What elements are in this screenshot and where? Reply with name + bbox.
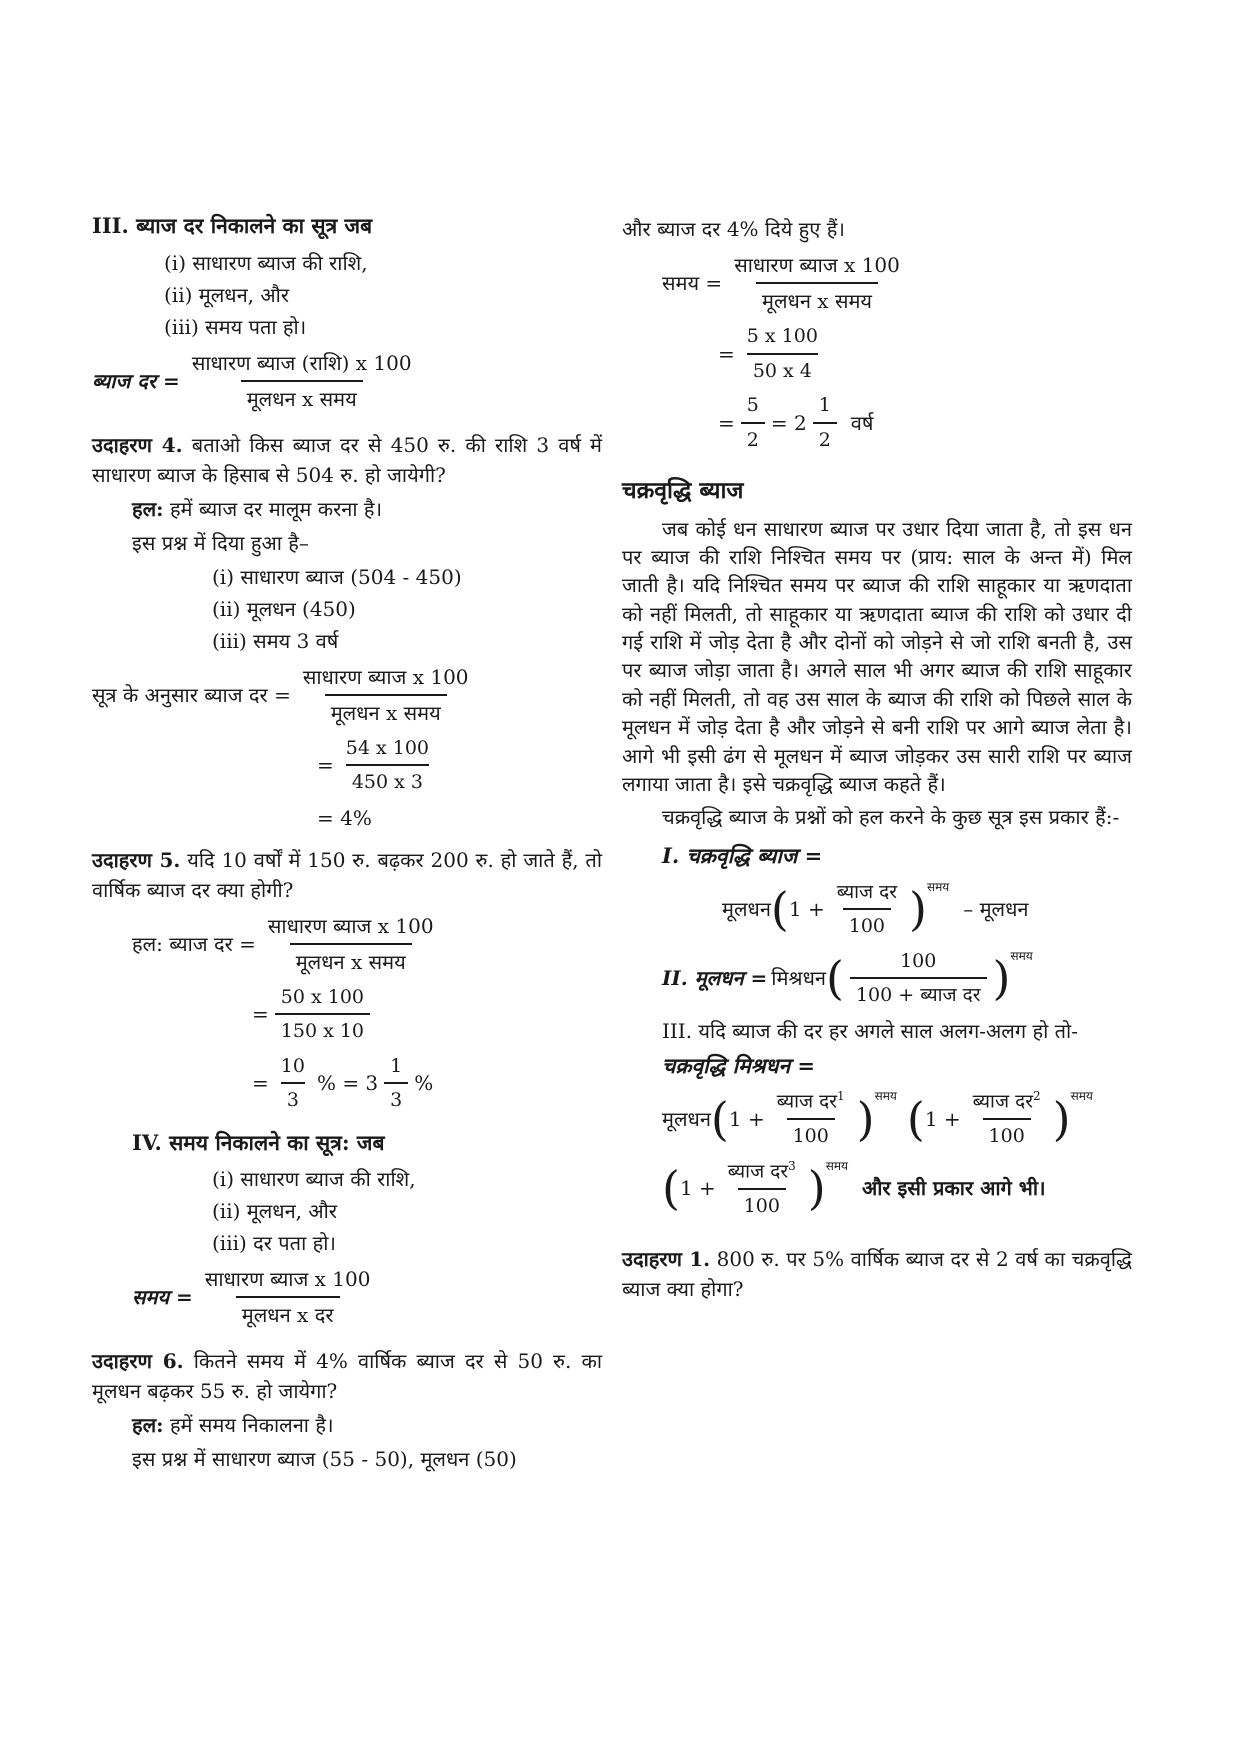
solution-text: हमें समय निकालना है। [169, 1413, 334, 1437]
formula-lead: मूलधन [722, 897, 771, 922]
left-column [92, 210, 602, 1478]
list-item: (ii) मूलधन, और [164, 282, 290, 307]
numerator: ब्याज दर$^2$ [972, 1089, 1041, 1113]
solution-text: हमें ब्याज दर मालूम करना है। [169, 496, 383, 521]
example-4-equation [92, 662, 602, 728]
compound-interest-paragraph: जब कोई धन साधारण ब्याज पर उधार दिया जाता है, तो इस धन पर ब्याज की राशि निश्चित समय पर (प्राय: साल के अन्त में) मिल जाती है। यदि निश्चित समय पर ब्याज की राशि साहूकार या ऋणदाता को नहीं मिलती, तो साहूकार या ऋणदाता ब्याज की राशि को उधार दी गई राशि में जोड़ देता है और दोनों को जोड़ने से जो राशि बनती है, उस पर ब्याज जोड़ा जाता है। अगले साल भी अगर ब्याज की राशि साहूकार को नहीं मिलती, तो वह उस साल के ब्याज की राशि को पिछले साल के मूलधन में जोड़ देता है और जोड़ने से बनी राशि पर आगे ब्याज लेता है। आगे भी इसी ढंग से मूलधन में ब्याज जोड़कर उस सारी राशि पर ब्याज लगाया जाता है। इसे चक्रवृद्धि ब्याज कहते हैं। [622, 516, 1132, 797]
formula-text: 1 + [788, 897, 825, 922]
formula-text: 1 + [924, 1107, 961, 1132]
formula-tail: और इसी प्रकार आगे भी। [861, 1176, 1046, 1201]
example-6 [92, 1346, 602, 1406]
exponent: समय [1070, 1089, 1093, 1104]
denominator: 100 [983, 1118, 1031, 1151]
formula-lead: मूलधन [662, 1107, 711, 1132]
fraction [186, 348, 418, 414]
denominator: मूलधन x दर [236, 1296, 340, 1330]
numerator: साधारण ब्याज x 100 [204, 1267, 371, 1291]
rate-formula [92, 348, 602, 414]
numerator: 1 [818, 394, 831, 416]
right-column [622, 210, 1132, 1308]
formula-3-label: चक्रवृद्धि मिश्रधन = [662, 1052, 816, 1078]
fraction [728, 250, 906, 316]
example-text: यदि 10 वर्षों में 150 रु. बढ़कर 200 रु. हो जाते हैं, तो वार्षिक ब्याज दर क्या होगी? [92, 847, 602, 902]
exponent: समय [1010, 948, 1033, 963]
denominator: 3 [281, 1082, 305, 1115]
compound-interest-heading: चक्रवृद्धि ब्याज [622, 477, 744, 504]
equation-step: = $\frac{10}{3}$ % = 3 $\frac{1}{3}$ % [92, 1052, 602, 1115]
solution-line [92, 494, 602, 524]
numerator: 50 x 100 [280, 985, 365, 1008]
denominator: 2 [813, 422, 837, 455]
equation-step: = $\frac{54 x 100}{450 x 3}$ [92, 734, 602, 797]
denominator: मूलधन x समय [756, 282, 878, 316]
solution-label: हल: [132, 496, 164, 521]
denominator: मूलधन x समय [290, 943, 412, 977]
exponent: समय [926, 879, 950, 894]
formula-3-intro: III. यदि ब्याज की दर हर अगले साल अलग-अलग हो तो- [662, 1018, 1078, 1043]
equation-step: = $\frac{5 x 100}{50 x 4}$ [622, 322, 1132, 385]
solution-line: इस प्रश्न में साधारण ब्याज (55 - 50), मूलधन (50) [132, 1447, 517, 1471]
numerator: 5 [746, 394, 759, 416]
numerator: 10 [280, 1054, 305, 1077]
fraction [262, 911, 440, 977]
list-item: (ii) मूलधन, और [212, 1199, 338, 1223]
numerator: 54 x 100 [345, 736, 430, 759]
denominator: 100 [843, 908, 891, 941]
denominator: मूलधन x समय [241, 380, 363, 414]
time-equation [622, 250, 1132, 316]
example-1 [622, 1244, 1132, 1304]
equation-step: = $\frac{5}{2}$ = 2 $\frac{1}{2}$ वर्ष [622, 391, 1132, 454]
numerator: 100 [900, 949, 937, 972]
equation-label: हल: ब्याज दर = [132, 931, 256, 956]
fraction [340, 734, 435, 797]
example-label: उदाहरण 6. [92, 1349, 184, 1373]
solution-line [92, 1410, 602, 1440]
numerator: साधारण ब्याज (राशि) x 100 [191, 350, 412, 375]
formula-label: समय = [132, 1285, 193, 1309]
section-heading: III. ब्याज दर निकालने का सूत्र जब [92, 213, 373, 238]
numerator: 5 x 100 [746, 325, 818, 347]
numerator: साधारण ब्याज x 100 [302, 664, 469, 689]
fraction [199, 1264, 377, 1330]
list-item: (ii) मूलधन (450) [212, 596, 356, 621]
formula-text: 1 + [679, 1176, 716, 1201]
equation-text: % = 3 [316, 1071, 379, 1095]
equation-text: वर्ष [850, 410, 874, 435]
equation-text: = 2 [770, 410, 807, 435]
formula-3-row1: मूलधन ( 1 + $\frac{ब्याज दर^1}{100}$ ) समय ( 1 + $\frac{ब्याज दर^2}{100}$ ) समय [622, 1087, 1132, 1150]
example-5-equation [92, 911, 602, 977]
numerator: ब्याज दर$^1$ [776, 1089, 845, 1113]
time-formula [92, 1264, 602, 1330]
example-4 [92, 430, 602, 490]
formula-1-label: I. चक्रवृद्धि ब्याज = [662, 843, 823, 869]
given-line: इस प्रश्न में दिया हुआ है– [132, 530, 309, 555]
example-label: उदाहरण 4. [92, 432, 183, 457]
denominator: मूलधन x समय [325, 694, 447, 728]
list-item: (i) साधारण ब्याज की राशि, [164, 250, 368, 275]
equation-step: = $\frac{50 x 100}{150 x 10}$ [92, 983, 602, 1046]
fraction [275, 1052, 311, 1115]
formula-1: मूलधन ( 1 + $\frac{\text{ब्याज दर}}{100}$ ) समय – मूलधन [622, 878, 1132, 941]
list-item: (iii) समय 3 वर्ष [212, 628, 339, 653]
equation-label: समय = [662, 271, 723, 295]
list-item: (iii) समय पता हो। [164, 314, 307, 339]
example-label: उदाहरण 1. [622, 1247, 711, 1272]
equation-text: % [414, 1071, 434, 1095]
fraction [967, 1087, 1047, 1150]
fraction [722, 1157, 802, 1220]
numerator: 1 [390, 1054, 403, 1077]
fraction [813, 391, 837, 454]
denominator: 2 [741, 422, 765, 455]
formula-2: II. मूलधन = मिश्रधन ( $\frac{100}{\text{100 + ब्याज दर}}$ ) समय [622, 947, 1132, 1010]
fraction [741, 322, 824, 385]
denominator: 100 + ब्याज दर [850, 977, 987, 1010]
numerator: साधारण ब्याज x 100 [267, 913, 434, 938]
fraction [831, 878, 903, 941]
example-5 [92, 845, 602, 905]
equation-result: = 4% [317, 805, 372, 830]
fraction [850, 947, 987, 1010]
fraction [741, 391, 765, 454]
denominator: 150 x 10 [275, 1013, 370, 1046]
equation-label: सूत्र के अनुसार ब्याज दर = [92, 682, 291, 707]
formula-tail: – मूलधन [963, 897, 1029, 922]
formula-intro: चक्रवृद्धि ब्याज के प्रश्नों को हल करने के कुछ सूत्र इस प्रकार हैं:- [662, 805, 1120, 830]
solution-label: हल: [132, 1413, 164, 1437]
continuation-line: और ब्याज दर 4% दिये हुए हैं। [622, 217, 845, 241]
formula-text: 1 + [728, 1107, 765, 1132]
denominator: 450 x 3 [346, 764, 429, 797]
denominator: 100 [787, 1118, 835, 1151]
example-text: 800 रु. पर 5% वार्षिक ब्याज दर से 2 वर्ष का चक्रवृद्धि ब्याज क्या होगा? [622, 1247, 1132, 1302]
formula-3-row2: ( 1 + $\frac{ब्याज दर^3}{100}$ ) समय और इसी प्रकार आगे भी। [622, 1157, 1132, 1220]
formula-label: ब्याज दर = [92, 368, 180, 393]
list-item: (iii) दर पता हो। [212, 1231, 336, 1255]
list-item: (i) साधारण ब्याज (504 - 450) [212, 564, 462, 589]
list-item: (i) साधारण ब्याज की राशि, [212, 1167, 416, 1191]
fraction [275, 983, 370, 1046]
numerator: ब्याज दर$^3$ [727, 1158, 796, 1183]
example-text: बताओ किस ब्याज दर से 450 रु. की राशि 3 वर्ष में साधारण ब्याज के हिसाब से 504 रु. हो जायेगी? [92, 432, 602, 487]
denominator: 3 [384, 1082, 408, 1115]
exponent: समय [825, 1158, 848, 1173]
fraction [297, 662, 475, 728]
example-label: उदाहरण 5. [92, 847, 181, 872]
denominator: 100 [738, 1188, 786, 1221]
formula-label: II. मूलधन = [662, 966, 768, 991]
formula-lead: मिश्रधन [771, 966, 826, 991]
exponent: समय [874, 1089, 897, 1104]
numerator: ब्याज दर [836, 880, 898, 903]
numerator: साधारण ब्याज x 100 [734, 253, 900, 277]
denominator: 50 x 4 [747, 353, 818, 386]
example-text: कितने समय में 4% वार्षिक ब्याज दर से 50 रु. का मूलधन बढ़कर 55 रु. हो जायेगा? [92, 1349, 603, 1403]
fraction [384, 1052, 408, 1115]
fraction [771, 1087, 851, 1150]
section-heading: IV. समय निकालने का सूत्र: जब [132, 1129, 385, 1155]
